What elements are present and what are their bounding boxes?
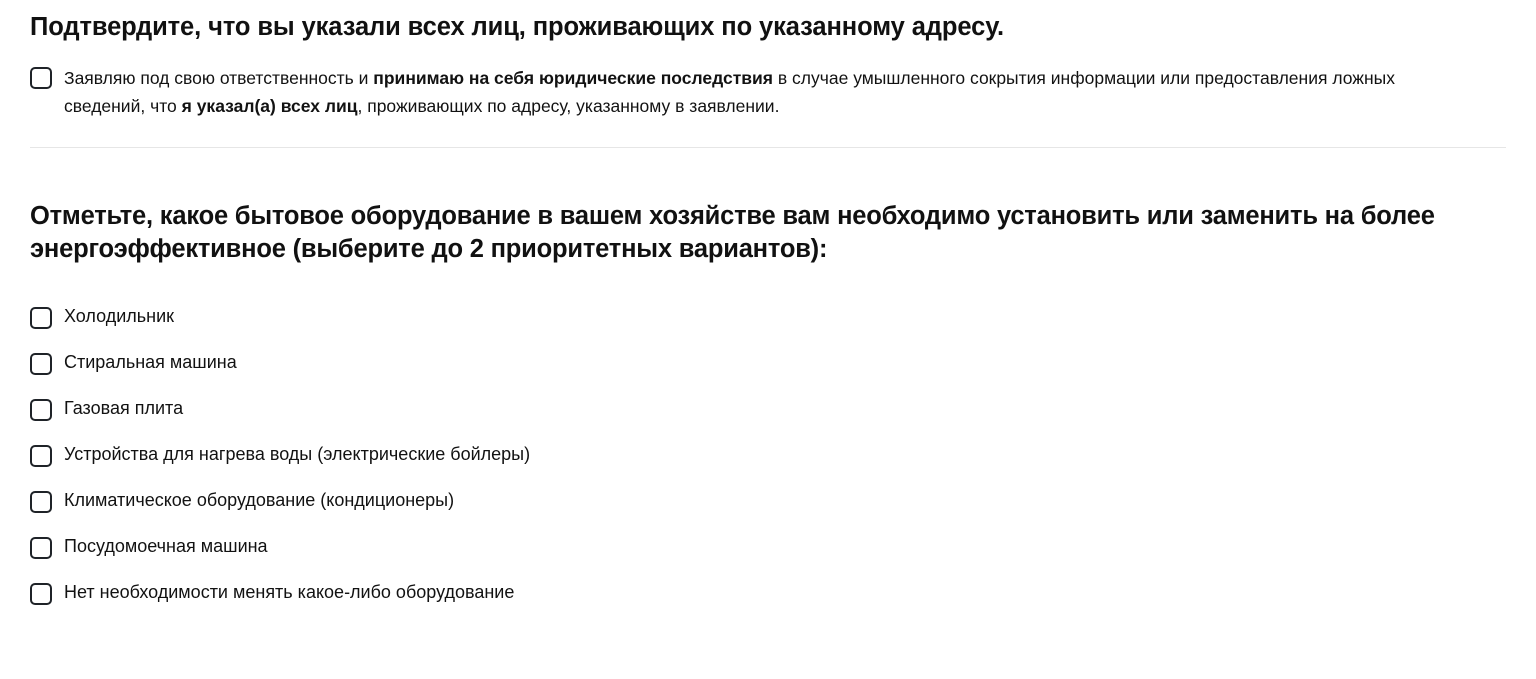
list-item[interactable] bbox=[30, 431, 1506, 477]
list-item[interactable] bbox=[30, 523, 1506, 569]
appliance-checkbox-air-conditioner[interactable] bbox=[30, 491, 52, 513]
appliance-label-washing-machine: Стиральная машина bbox=[64, 351, 237, 372]
appliance-label-dishwasher: Посудомоечная машина bbox=[64, 535, 268, 556]
appliance-label-gas-stove: Газовая плита bbox=[64, 397, 184, 418]
consent-text-part-1: Заявляю под свою ответственность и bbox=[64, 67, 374, 88]
consent-checkbox[interactable] bbox=[30, 67, 52, 89]
appliance-label-none: Нет необходимости менять какое-либо оборудование bbox=[64, 581, 515, 602]
appliance-checkbox-dishwasher[interactable] bbox=[30, 537, 52, 559]
confirmation-section bbox=[0, 0, 1536, 148]
confirmation-question-title: Подтвердите, что вы указали всех лиц, проживающих по указанному адресу. bbox=[30, 13, 1005, 41]
appliances-section bbox=[0, 148, 1536, 616]
appliance-label-refrigerator: Холодильник bbox=[64, 305, 175, 326]
appliance-checkbox-refrigerator[interactable] bbox=[30, 307, 52, 329]
consent-row[interactable] bbox=[30, 64, 1506, 121]
list-item[interactable] bbox=[30, 385, 1506, 431]
list-item[interactable] bbox=[30, 477, 1506, 523]
appliance-checkbox-gas-stove[interactable] bbox=[30, 399, 52, 421]
consent-text bbox=[64, 64, 1464, 121]
list-item[interactable] bbox=[30, 339, 1506, 385]
list-item[interactable] bbox=[30, 569, 1506, 615]
consent-text-bold-2: я указал(а) всех лиц bbox=[181, 96, 358, 117]
appliance-label-water-heater: Устройства для нагрева воды (электрические бойлеры) bbox=[64, 443, 531, 464]
appliance-checkbox-water-heater[interactable] bbox=[30, 445, 52, 467]
appliance-checkbox-none[interactable] bbox=[30, 583, 52, 605]
appliance-checkbox-washing-machine[interactable] bbox=[30, 353, 52, 375]
list-item[interactable] bbox=[30, 293, 1506, 339]
appliances-option-list bbox=[30, 293, 1506, 615]
consent-text-part-3: , проживающих по адресу, указанному в заявлении. bbox=[357, 96, 780, 117]
consent-text-part-2: в случае умышленного сокрытия информации или предоставления ложных сведений, что bbox=[64, 67, 1395, 117]
consent-text-bold-1: принимаю на себя юридические последствия bbox=[373, 67, 774, 88]
appliances-question-title: Отметьте, какое бытовое оборудование в вашем хозяйстве вам необходимо установить или заменить на более энергоэффективное (выберите до 2 приоритетных вариантов): bbox=[30, 201, 1435, 264]
appliance-label-air-conditioner: Климатическое оборудование (кондиционеры) bbox=[64, 489, 455, 510]
